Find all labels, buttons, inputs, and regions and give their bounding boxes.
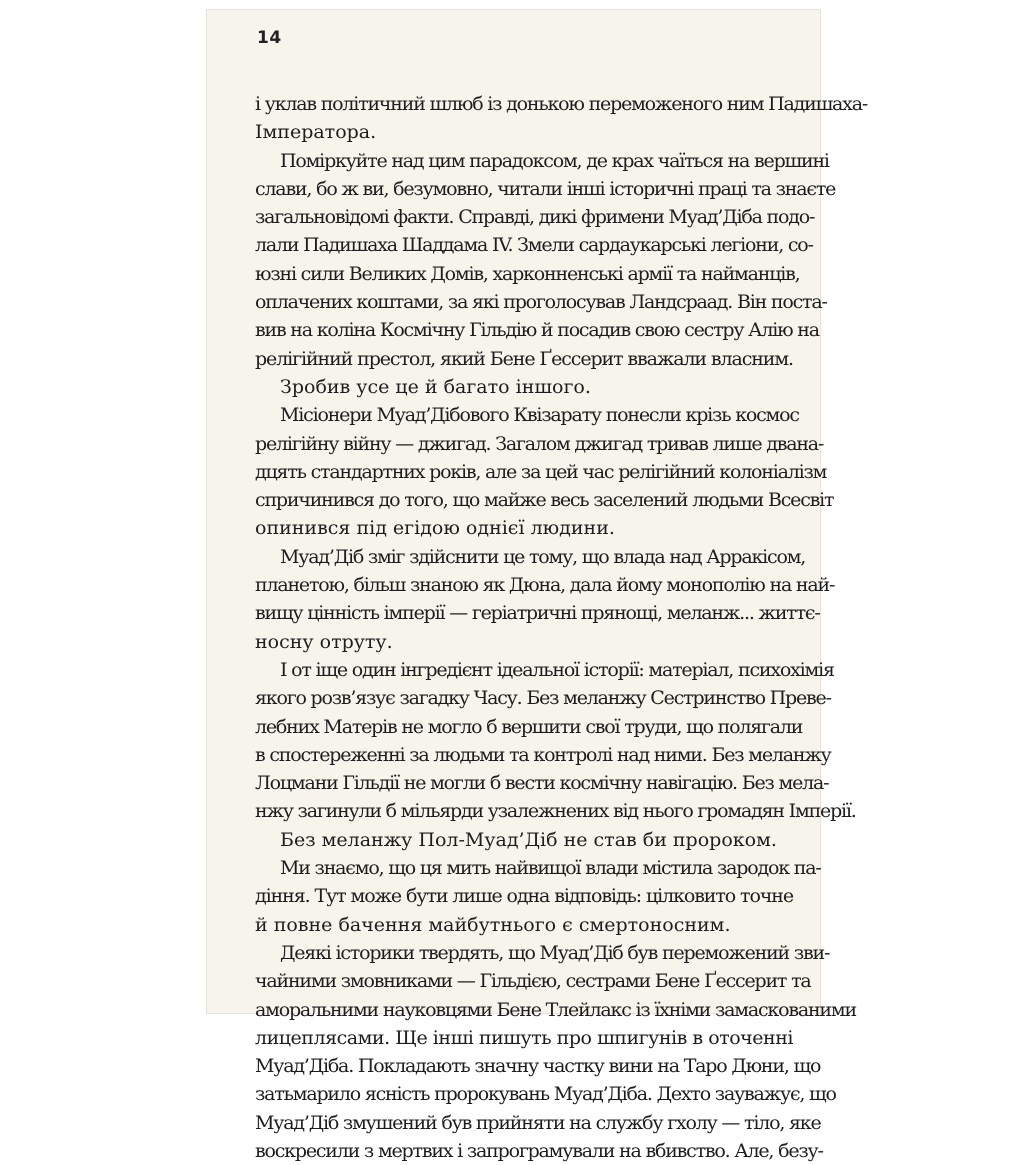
text-line: воскресили з мертвих і запрограмували на вбивство. Але, безу- xyxy=(255,1139,823,1162)
text-line: релігійний престол, який Бене Ґессерит вважали власним. xyxy=(255,347,793,370)
text-line: загальновідомі факти. Справді, дикі фримени Муад’Діба подо- xyxy=(255,206,815,229)
text-line: оплачених коштами, за які проголосував Ландсраад. Він поста- xyxy=(255,291,827,314)
text-line: Зробив усе це й багато іншого. xyxy=(280,375,591,398)
text-line: Муад’Діб змушений був прийняти на службу гхолу — тіло, яке xyxy=(255,1111,821,1134)
text-line: Лоцмани Гільдії не могли б вести космічну навігацію. Без мела- xyxy=(255,772,829,795)
text-line: дцять стандартних років, але за цей час релігійний колоніалізм xyxy=(255,460,827,483)
text-line: Імператора. xyxy=(255,121,377,144)
text-line: діння. Тут може бути лише одна відповідь: цілковито точне xyxy=(255,885,793,908)
text-line: слави, бо ж ви, безумовно, читали інші історичні праці та знаєте xyxy=(255,177,836,200)
book-page xyxy=(207,10,868,1162)
text-line: Деякі історики твердять, що Муад’Діб був переможений зви- xyxy=(280,941,830,964)
text-line: лали Падишаха Шаддама IV. Змели сардаукарські легіони, со- xyxy=(255,234,813,257)
text-line: юзні сили Великих Домів, харконненські армії та найманців, xyxy=(255,262,800,285)
text-line: Муад’Діб зміг здійснити це тому, що влада над Арракісом, xyxy=(280,545,806,568)
text-line: планетою, більш знаною як Дюна, дала йому монополію на най- xyxy=(255,574,835,597)
text-line: вищу цінність імперії — геріатричні прянощі, меланж... життє- xyxy=(255,602,820,625)
text-line: релігійну війну — джигад. Загалом джигад тривав лише двана- xyxy=(255,432,824,455)
text-line: Без меланжу Пол-Муад’Діб не став би пророком. xyxy=(280,828,777,851)
text-line: лебних Матерів не могло б вершити свої труди, що полягали xyxy=(255,715,803,738)
text-line: Ми знаємо, що ця мить найвищої влади містила зародок па- xyxy=(280,857,821,880)
text-line: нжу загинули б мільярди узалежнених від нього громадян Імперії. xyxy=(255,800,856,823)
text-line: в спостереженні за людьми та контролі над ними. Без меланжу xyxy=(255,743,831,766)
text-line: Місіонери Муад’Дібового Квізарату понесли крізь космос xyxy=(280,404,799,427)
text-line: і уклав політичний шлюб із донькою переможеного ним Падишаха- xyxy=(255,93,868,115)
text-line: опинився під егідою однієї людини. xyxy=(255,517,615,540)
text-line: якого розв’язує загадку Часу. Без меланжу Сестринство Преве- xyxy=(255,687,831,710)
text-line: носну отруту. xyxy=(255,630,393,653)
body-text xyxy=(255,90,868,1165)
text-line: аморальними науковцями Бене Тлейлакс із їхніми замаскованими xyxy=(255,998,856,1021)
text-line: затьмарило ясність пророкувань Муад’Діба. Дехто зауважує, що xyxy=(255,1083,836,1106)
text-line: І от іще один інгредієнт ідеальної історії: матеріал, психохімія xyxy=(280,658,834,681)
text-line: Поміркуйте над цим парадоксом, де крах чаїться на вершині xyxy=(280,149,829,172)
text-line: чайними змовниками — Гільдією, сестрами Бене Ґессерит та xyxy=(255,970,811,993)
text-line: спричинився до того, що майже весь заселений людьми Всесвіт xyxy=(255,489,834,512)
page-number: 14 xyxy=(257,28,282,48)
text-line: Муад’Діба. Покладають значну частку вини на Таро Дюни, що xyxy=(255,1055,821,1078)
text-line: лицеплясами. Ще інші пишуть про шпигунів в оточенні xyxy=(255,1026,793,1049)
text-line: й повне бачення майбутнього є смертоносним. xyxy=(255,913,731,936)
text-line: вив на коліна Космічну Гільдію й посадив свою сестру Алію на xyxy=(255,319,819,342)
